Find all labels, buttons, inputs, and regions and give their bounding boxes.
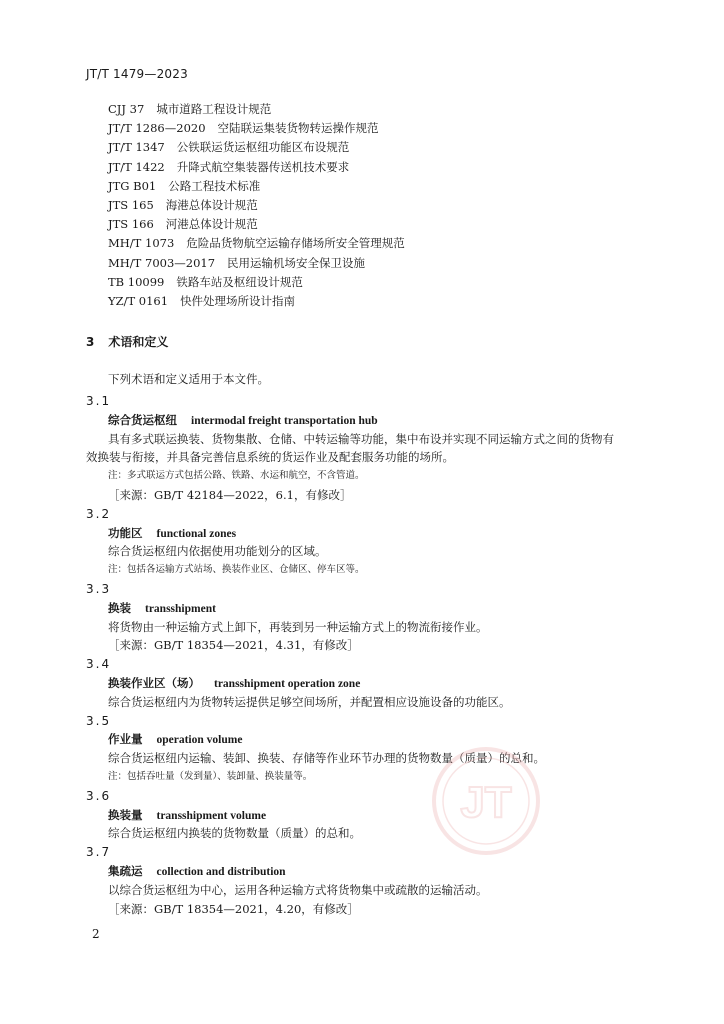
term-heading [86,730,646,749]
definition-line: 效换装与衔接，并具备完善信息系统的货运作业及配套服务功能的场所。 [86,450,454,465]
term-entry [86,505,646,580]
term-source: ［来源：GB/T 18354—2021，4.31，有修改］ [108,638,359,653]
term-source: ［来源：GB/T 42184—2022，6.1，有修改］ [108,487,352,502]
term-number: 3.6 [86,788,112,803]
reference-item [108,119,405,138]
term-definition: 综合货运枢纽内依据使用功能划分的区域。 [108,544,327,559]
term-chinese: 集疏运 [108,863,143,878]
section-number: 3 [86,335,95,349]
term-heading [86,862,646,881]
term-entry [86,655,646,711]
terms-list [86,392,646,918]
term-definition: 将货物由一种运输方式上卸下，再装到另一种运输方式上的物流衔接作业。 [108,619,488,634]
reference-item [108,100,405,119]
term-number: 3.2 [86,506,112,521]
term-chinese: 换装作业区（场） [108,675,200,690]
reference-code: JTG B01 [108,178,157,193]
reference-title: 升降式航空集装器传送机技术要求 [176,159,350,174]
reference-code: JT/T 1286—2020 [108,121,206,136]
reference-code: CJJ 37 [108,102,145,116]
term-number: 3.4 [86,657,112,672]
term-source: ［来源：GB/T 18354—2021，4.20，有修改］ [108,901,359,916]
jt-seal-watermark [430,745,542,857]
term-note: 注：包括各运输方式站场、换装作业区、仓储区、停车区等。 [108,564,365,576]
term-english: collection and distribution [156,865,286,878]
term-definition: 以综合货运枢纽为中心，运用各种运输方式将货物集中或疏散的运输活动。 [108,882,488,897]
term-chinese: 换装量 [108,807,143,822]
document-code-header: JT/T 1479—2023 [86,67,188,81]
reference-code: JT/T 1347 [108,140,165,155]
reference-code: MH/T 1073 [108,236,175,251]
term-entry [86,580,646,655]
reference-item [108,138,405,157]
watermark-text: JT [460,778,512,827]
term-entry [86,392,646,505]
page-number: 2 [92,927,100,941]
reference-code: TB 10099 [108,274,165,289]
reference-item [108,196,405,215]
term-entry [86,843,646,918]
term-heading [86,599,646,618]
term-english: transshipment [145,602,216,615]
reference-item [108,273,405,292]
reference-item [108,215,405,234]
term-english: intermodal freight transportation hub [191,414,378,427]
term-heading [86,674,646,693]
term-chinese: 换装 [108,600,131,615]
term-heading [86,806,646,825]
term-number: 3.3 [86,581,112,596]
term-chinese: 综合货运枢纽 [108,412,177,427]
term-number: 3.1 [86,394,112,408]
reference-code: JTS 165 [108,197,154,212]
reference-title: 铁路车站及枢纽设计规范 [176,274,303,289]
section-heading [86,333,168,350]
reference-title: 民用运输机场安全保卫设施 [227,255,366,270]
reference-code: YZ/T 0161 [108,293,169,308]
section-title: 术语和定义 [108,335,169,349]
section-intro: 下列术语和定义适用于本文件。 [108,372,269,386]
term-heading [86,524,646,543]
term-definition: 综合货运枢纽内换装的货物数量（质量）的总和。 [108,826,361,841]
term-definition: 综合货运枢纽内为货物转运提供足够空间场所，并配置相应设施设备的功能区。 [108,694,511,709]
reference-item [108,234,405,253]
reference-item [108,158,405,177]
term-definition [86,430,646,468]
term-chinese: 功能区 [108,525,143,540]
reference-title: 快件处理场所设计指南 [180,293,296,308]
term-entry [86,712,646,787]
reference-title: 河港总体设计规范 [165,217,258,232]
reference-title: 城市道路工程设计规范 [156,102,272,116]
term-note: 注：多式联运方式包括公路、铁路、水运和航空，不含管道。 [108,470,365,482]
term-english: transshipment operation zone [214,677,361,690]
term-english: operation volume [156,734,243,747]
term-definition: 综合货运枢纽内运输、装卸、换装、存储等作业环节办理的货物数量（质量）的总和。 [108,751,545,766]
term-english: transshipment volume [156,809,267,822]
reference-title: 公铁联运货运枢纽功能区布设规范 [176,140,350,155]
definition-line: 具有多式联运换装、货物集散、仓储、中转运输等功能，集中布设并实现不同运输方式之间的货物有 [108,431,614,446]
term-number: 3.7 [86,845,112,860]
normative-references-list [108,100,405,311]
reference-item [108,177,405,196]
reference-title: 海港总体设计规范 [165,197,258,212]
term-number: 3.5 [86,713,112,728]
reference-code: MH/T 7003—2017 [108,255,216,270]
reference-title: 公路工程技术标准 [168,178,261,193]
reference-code: JTS 166 [108,217,154,232]
term-entry [86,787,646,843]
reference-item [108,292,405,311]
term-heading [86,411,646,430]
term-note: 注：包括吞吐量（发到量）、装卸量、换装量等。 [108,770,313,782]
reference-title: 空陆联运集装货物转运操作规范 [217,121,379,136]
term-english: functional zones [156,527,237,540]
term-chinese: 作业量 [108,732,143,747]
reference-code: JT/T 1422 [108,159,165,174]
reference-title: 危险品货物航空运输存储场所安全管理规范 [186,236,405,251]
reference-item [108,254,405,273]
